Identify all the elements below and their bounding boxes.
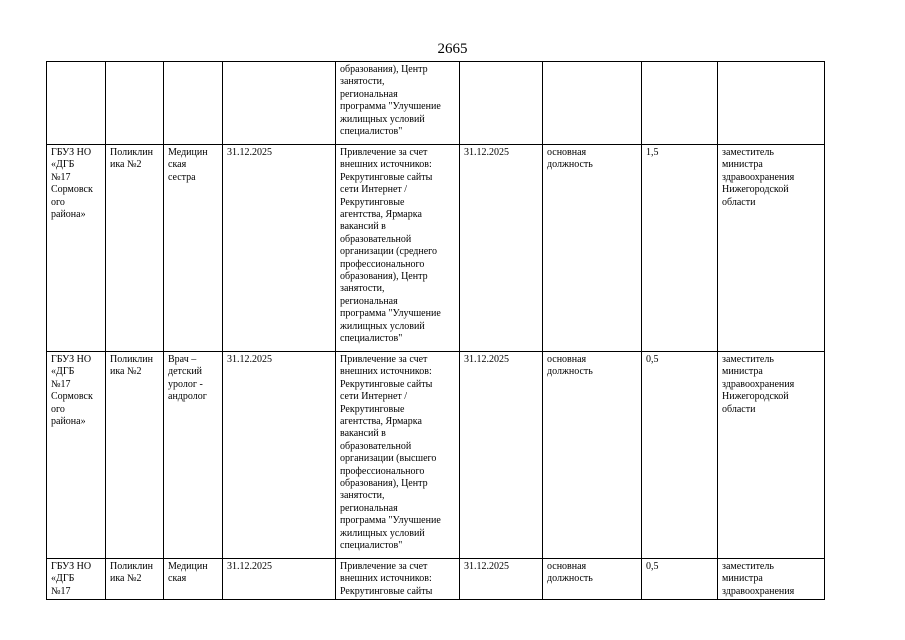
table-row — [47, 62, 825, 145]
table-cell-position: Врач – детский уролог - андролог — [164, 352, 223, 559]
table-cell-rate: 0,5 — [642, 559, 718, 600]
table-cell-deadline: 31.12.2025 — [223, 352, 336, 559]
table-cell-unit: Поликлин ика №2 — [106, 352, 164, 559]
table-row — [47, 145, 825, 352]
table-cell-type: основная должность — [543, 352, 642, 559]
table-cell-responsible — [718, 62, 825, 145]
table-cell-rate: 0,5 — [642, 352, 718, 559]
table-cell-rate — [642, 62, 718, 145]
table-cell-org: ГБУЗ НО «ДГБ №17 — [47, 559, 106, 600]
table-cell-org: ГБУЗ НО «ДГБ №17 Сормовск ого района» — [47, 145, 106, 352]
table-cell-responsible: заместитель министра здравоохранения Нижегородской области — [718, 352, 825, 559]
table-cell-rate: 1,5 — [642, 145, 718, 352]
table-cell-measures: Привлечение за счет внешних источников: Рекрутинговые сайты сети Интернет / Рекрутинговые агентства, Ярмарка вакансий в образовательной организации (среднего профессионального образования), Центр занятости, региональная программа "Улучшение жилищных условий специалистов" — [336, 145, 460, 352]
table-cell-date: 31.12.2025 — [460, 352, 543, 559]
table-cell-deadline — [223, 62, 336, 145]
table-cell-responsible: заместитель министра здравоохранения — [718, 559, 825, 600]
table-cell-responsible: заместитель министра здравоохранения Нижегородской области — [718, 145, 825, 352]
table-cell-position: Медицин ская сестра — [164, 145, 223, 352]
table-row — [47, 559, 825, 600]
table-cell-position — [164, 62, 223, 145]
table-cell-org — [47, 62, 106, 145]
table-row — [47, 352, 825, 559]
table-cell-type — [543, 62, 642, 145]
table-cell-deadline: 31.12.2025 — [223, 559, 336, 600]
table-cell-type: основная должность — [543, 145, 642, 352]
table-cell-unit: Поликлин ика №2 — [106, 145, 164, 352]
table-cell-measures: образования), Центр занятости, региональная программа "Улучшение жилищных условий специалистов" — [336, 62, 460, 145]
table-cell-deadline: 31.12.2025 — [223, 145, 336, 352]
staffing-table — [46, 61, 825, 600]
table-cell-unit — [106, 62, 164, 145]
page-number: 2665 — [437, 41, 468, 57]
table-cell-type: основная должность — [543, 559, 642, 600]
table-cell-date: 31.12.2025 — [460, 145, 543, 352]
table-cell-position: Медицин ская — [164, 559, 223, 600]
table-cell-date: 31.12.2025 — [460, 559, 543, 600]
table-cell-date — [460, 62, 543, 145]
table-cell-unit: Поликлин ика №2 — [106, 559, 164, 600]
table-cell-measures: Привлечение за счет внешних источников: Рекрутинговые сайты — [336, 559, 460, 600]
table-cell-measures: Привлечение за счет внешних источников: Рекрутинговые сайты сети Интернет / Рекрутинговые агентства, Ярмарка вакансий в образовательной организации (высшего профессионального образования), Центр занятости, региональная программа "Улучшение жилищных условий специалистов" — [336, 352, 460, 559]
table-cell-org: ГБУЗ НО «ДГБ №17 Сормовск ого района» — [47, 352, 106, 559]
